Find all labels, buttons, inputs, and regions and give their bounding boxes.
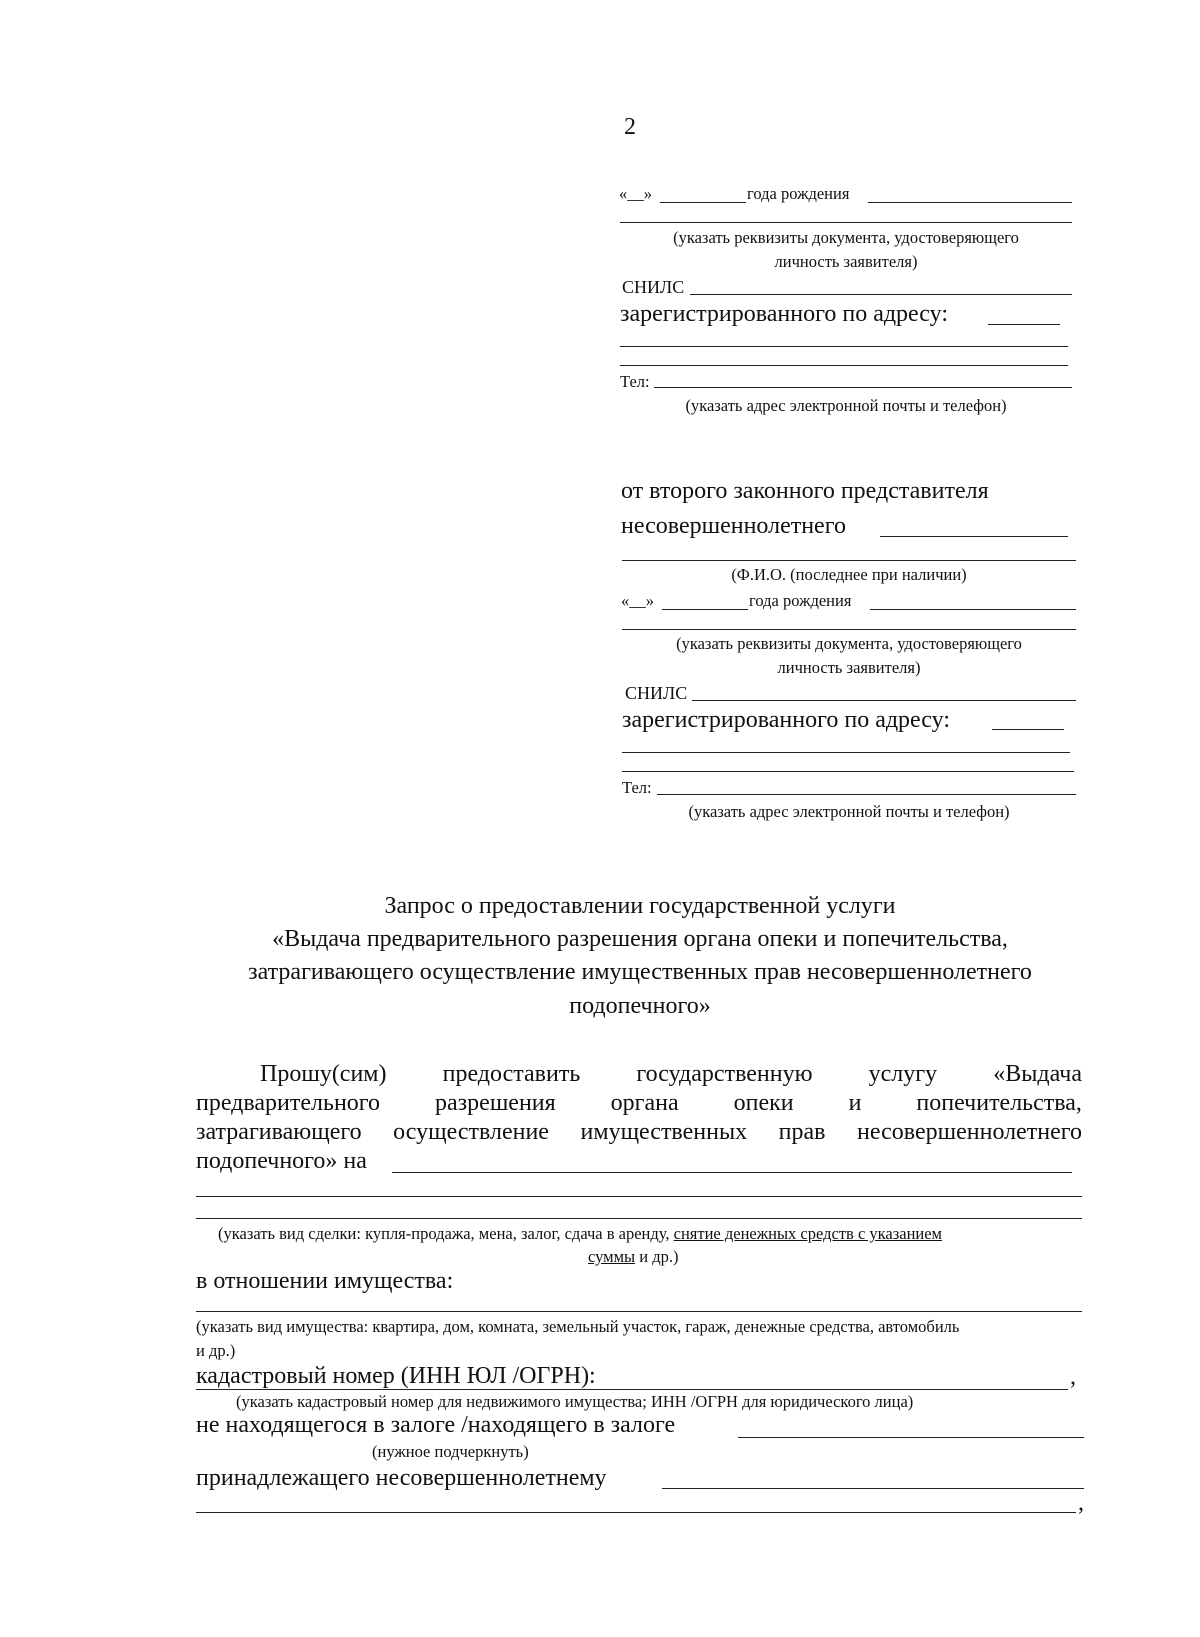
deal-line-3: [196, 1218, 1082, 1219]
doc-note-1a: (указать реквизиты документа, удостоверяющего: [673, 228, 1019, 247]
body-word: предоставить: [442, 1061, 581, 1087]
body-word: несовершеннолетнего: [857, 1119, 1082, 1145]
address-line-1a: [988, 324, 1060, 325]
birth-year-line-2: [870, 609, 1076, 610]
address-line-2a: [992, 729, 1064, 730]
registered-label-2: зарегистрированного по адресу:: [622, 707, 950, 733]
pledge-line: [738, 1437, 1084, 1438]
body-word: органа: [610, 1090, 679, 1116]
body-word: разрешения: [435, 1090, 556, 1116]
deal-note-text: (указать вид сделки: купля-продажа, мена, залог, сдача в аренду,: [218, 1224, 674, 1243]
tel-line-2: [657, 794, 1076, 795]
tel-line-1: [654, 387, 1072, 388]
body-word: Прошу(сим): [260, 1061, 387, 1087]
body-word: опеки: [733, 1090, 794, 1116]
address-line-2c: [622, 771, 1074, 772]
owner-label: принадлежащего несовершеннолетнему: [196, 1465, 607, 1491]
deal-note-underlined-sum: суммы: [588, 1247, 636, 1266]
birth-label-1: года рождения: [747, 184, 850, 203]
minor-name-line: [880, 536, 1068, 537]
birth-date-line-1: [660, 202, 746, 203]
snils-line-1: [690, 294, 1072, 295]
body-word: и: [848, 1090, 862, 1116]
owner-line-2: [196, 1512, 1076, 1513]
pledge-note: (нужное подчеркнуть): [372, 1442, 529, 1461]
pledge-label: не находящегося в залоге /находящего в залоге: [196, 1412, 676, 1438]
doc-note-1b: личность заявителя): [774, 252, 918, 271]
deal-note-underlined: снятие денежных средств с указанием: [673, 1224, 942, 1243]
page-number: 2: [624, 114, 636, 140]
deal-line-2: [196, 1196, 1082, 1197]
snils-label-1: СНИЛС: [622, 277, 685, 297]
doc-note-2b: личность заявителя): [777, 658, 921, 677]
body-word: предварительного: [196, 1090, 381, 1116]
address-line-2b: [622, 752, 1070, 753]
deal-note-line2: [588, 1247, 678, 1267]
request-title-line1: Запрос о предоставлении государственной услуги: [384, 893, 896, 919]
contact-note-2: (указать адрес электронной почты и телефон): [688, 802, 1010, 821]
request-title-line3: затрагивающего осуществление имущественных прав несовершеннолетнего: [248, 959, 1032, 985]
birth-quote-1: «__»: [619, 184, 652, 203]
cadastral-note: (указать кадастровый номер для недвижимого имущества; ИНН /ОГРН для юридического лица): [236, 1392, 914, 1411]
doc-line-1: [620, 222, 1072, 223]
address-line-1c: [620, 365, 1068, 366]
owner-comma: ,: [1078, 1490, 1084, 1516]
property-line: [196, 1311, 1082, 1312]
body-word: прав: [778, 1119, 826, 1145]
request-title-line2: «Выдача предварительного разрешения органа опеки и попечительства,: [272, 926, 1008, 952]
cadastral-label: кадастровый номер (ИНН ЮЛ /ОГРН):: [196, 1363, 596, 1389]
request-title-line4: подопечного»: [569, 993, 711, 1019]
body-word: «Выдача: [993, 1061, 1082, 1087]
body-word: имущественных: [580, 1119, 748, 1145]
property-label: в отношении имущества:: [196, 1268, 454, 1294]
body-line-3: [196, 1119, 1082, 1146]
tel-label-1: Тел:: [620, 372, 650, 391]
property-note-2: и др.): [196, 1341, 236, 1360]
owner-line-1: [662, 1488, 1084, 1489]
deal-note-line1: [218, 1224, 942, 1244]
tel-label-2: Тел:: [622, 778, 652, 797]
snils-line-2: [692, 700, 1076, 701]
body-word: попечительства,: [916, 1090, 1082, 1116]
cadastral-comma: ,: [1070, 1364, 1076, 1390]
body-word: государственную: [636, 1061, 813, 1087]
registered-label-1: зарегистрированного по адресу:: [620, 301, 948, 327]
birth-label-2: года рождения: [749, 591, 852, 610]
doc-line-2: [622, 629, 1076, 630]
body-line-1: [260, 1061, 1082, 1088]
birth-year-line-1: [868, 202, 1072, 203]
body-word: затрагивающего: [196, 1119, 362, 1145]
body-word: услугу: [868, 1061, 938, 1087]
contact-note-1: (указать адрес электронной почты и телефон): [685, 396, 1007, 415]
snils-label-2: СНИЛС: [625, 683, 688, 703]
doc-note-2a: (указать реквизиты документа, удостоверяющего: [676, 634, 1022, 653]
rep2-heading-2: несовершеннолетнего: [621, 513, 846, 539]
fio-line: [622, 560, 1076, 561]
deal-line-1: [392, 1172, 1072, 1173]
birth-quote-2: «__»: [621, 591, 654, 610]
deal-note-end: и др.): [635, 1247, 679, 1266]
cadastral-line: [196, 1389, 1068, 1390]
body-line-2: [196, 1090, 1082, 1117]
body-line-4: подопечного» на: [196, 1148, 367, 1174]
rep2-heading-1: от второго законного представителя: [621, 478, 989, 504]
birth-date-line-2: [662, 609, 748, 610]
property-note-1: (указать вид имущества: квартира, дом, комната, земельный участок, гараж, денежные средства, автомобиль: [196, 1317, 960, 1336]
fio-note: (Ф.И.О. (последнее при наличии): [731, 565, 967, 584]
body-word: осуществление: [393, 1119, 549, 1145]
address-line-1b: [620, 346, 1068, 347]
